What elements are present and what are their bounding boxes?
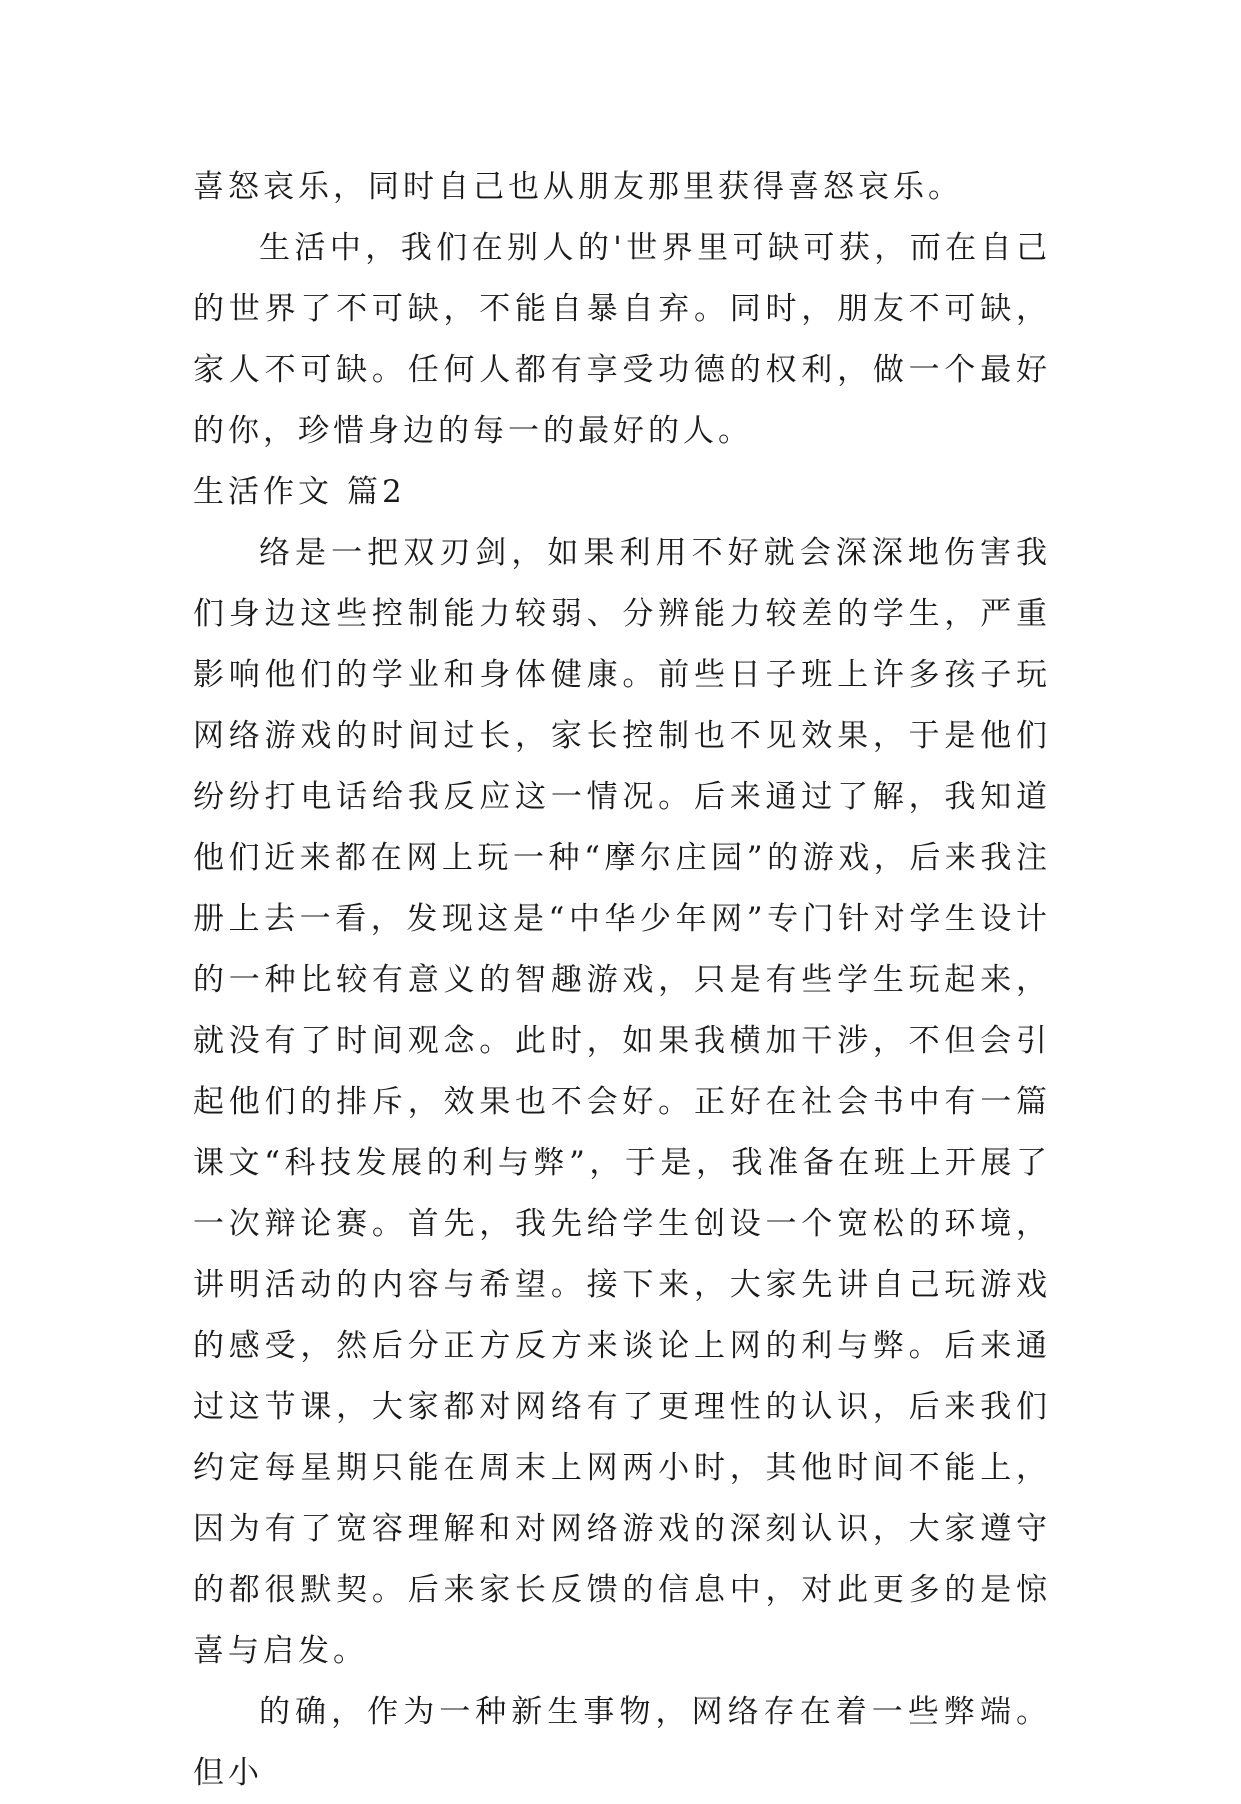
section-heading-number: 篇2 (347, 474, 406, 510)
paragraph-network-story: 络是一把双刃剑，如果利用不好就会深深地伤害我们身边这些控制能力较弱、分辨能力较差的学生，严重影响他们的学业和身体健康。前些日子班上许多孩子玩网络游戏的时间过长，家长控制也不见效果，于是他们纷纷打电话给我反应这一情况。后来通过了解，我知道他们近来都在网上玩一种“摩尔庄园”的游戏，后来我注册上去一看，发现这是“中华少年网”专门针对学生设计的一种比较有意义的智趣游戏，只是有些学生玩起来，就没有了时间观念。此时，如果我横加干涉，不但会引起他们的排斥，效果也不会好。正好在社会书中有一篇课文“科技发展的利与弊”，于是，我准备在班上开展了一次辩论赛。首先，我先给学生创设一个宽松的环境，讲明活动的内容与希望。接下来，大家先讲自己玩游戏的感受，然后分正方反方来谈论上网的利与弊。后来通过这节课，大家都对网络有了更理性的认识，后来我们约定每星期只能在周末上网两小时，其他时间不能上，因为有了宽容理解和对网络游戏的深刻认识，大家遵守的都很默契。后来家长反馈的信息中，对此更多的是惊喜与启发。 (193, 535, 1051, 1669)
document-body (193, 157, 1051, 1804)
paragraph-network-conclusion: 的确，作为一种新生事物，网络存在着一些弊端。但小 (193, 1694, 1051, 1791)
paragraph-continued: 喜怒哀乐，同时自己也从朋友那里获得喜怒哀乐。 (193, 169, 963, 205)
section-heading-title: 生活作文 (193, 474, 333, 510)
section-heading (193, 462, 1051, 523)
paragraph-life-world: 生活中，我们在别人的'世界里可缺可获，而在自己的世界了不可缺，不能自暴自弃。同时，朋友不可缺，家人不可缺。任何人都有享受功德的权利，做一个最好的你，珍惜身边的每一的最好的人。 (193, 230, 1051, 449)
